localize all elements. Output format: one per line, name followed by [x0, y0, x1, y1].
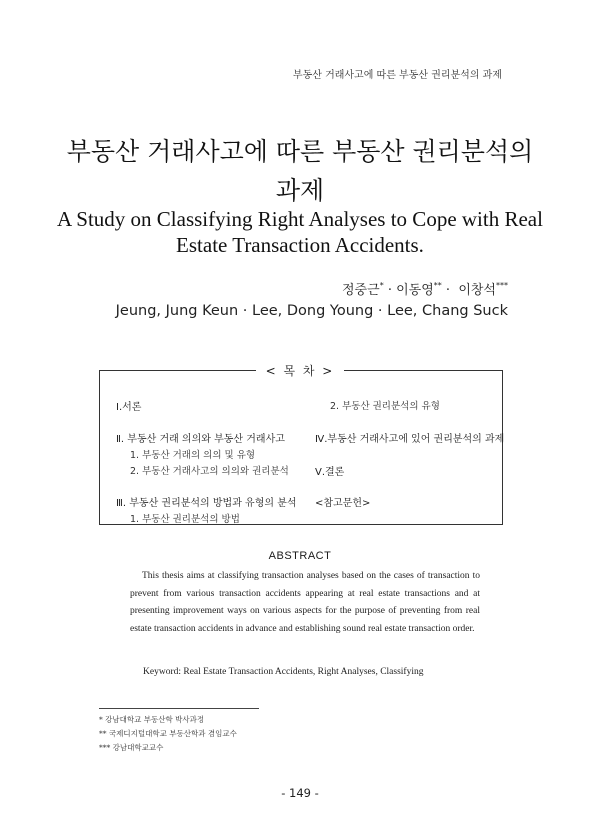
abstract-heading: ABSTRACT [268, 550, 332, 562]
title-english [0, 206, 600, 258]
toc-item-3-1: 1. 부동산 권리분석의 방법 [130, 514, 240, 525]
title-english-line-1: A Study on Classifying Right Analyses to Cope with Real [57, 207, 543, 231]
toc-item-conclusion: Ⅴ.결론 [315, 467, 345, 478]
footnote-1: * 강남대학교 부동산학 박사과정 [99, 715, 205, 724]
title-korean-line-2: 과제 [275, 176, 325, 205]
toc-heading [0, 360, 600, 379]
title-korean-line-1: 부동산 거래사고에 따른 부동산 권리분석의 [66, 137, 534, 166]
keywords: Keyword: Real Estate Transaction Accidents, Right Analyses, Classifying [143, 667, 424, 677]
author-3-mark: *** [496, 281, 508, 290]
toc-item-3-2: 2. 부동산 권리분석의 유형 [330, 401, 440, 412]
toc-item-chapter-3: Ⅲ. 부동산 권리분석의 방법과 유형의 분석 [116, 498, 297, 509]
abstract-body: This thesis aims at classifying transaction analyses based on the cases of transaction to prevent from various transaction accidents appearing at real estate transactions and at presenting improvement ways on various aspects for the purpose of preventing from real estate transaction accidents in advance and establishing sound real estate transaction order. [130, 571, 480, 634]
footnote-2: ** 국제디지털대학교 부동산학과 겸임교수 [99, 729, 237, 738]
authors-english: Jeung, Jung Keun · Lee, Dong Young · Lee, Chang Suck [115, 303, 508, 319]
authors-korean [342, 279, 508, 298]
toc-item-2-1: 1. 부동산 거래의 의의 및 유형 [130, 450, 256, 461]
author-separator-2: · [441, 283, 459, 298]
footnote-3: *** 강남대학교교수 [99, 743, 164, 752]
toc-item-references: <참고문헌> [315, 498, 371, 509]
toc-item-chapter-2: Ⅱ. 부동산 거래 의의와 부동산 거래사고 [116, 434, 285, 445]
toc-item-intro: Ⅰ.서론 [116, 402, 142, 413]
author-separator-1: · [383, 283, 397, 298]
title-english-line-2: Estate Transaction Accidents. [176, 233, 424, 257]
author-3-name: 이창석 [458, 283, 496, 298]
toc-item-2-2: 2. 부동산 거래사고의 의의와 권리분석 [130, 466, 289, 477]
running-header: 부동산 거래사고에 따른 부동산 권리분석의 과제 [292, 70, 502, 81]
author-1-name: 정중근 [342, 283, 380, 298]
page-number: - 149 - [281, 786, 319, 800]
toc-heading-label: < 목 차 > [256, 364, 345, 378]
author-2-name: 이동영 [396, 283, 434, 298]
title-korean [0, 132, 600, 210]
footnote-rule [99, 708, 259, 709]
author-1-mark: * [379, 281, 384, 290]
toc-item-chapter-4: Ⅳ.부동산 거래사고에 있어 권리분석의 과제 [315, 434, 505, 445]
author-2-mark: ** [433, 281, 442, 290]
